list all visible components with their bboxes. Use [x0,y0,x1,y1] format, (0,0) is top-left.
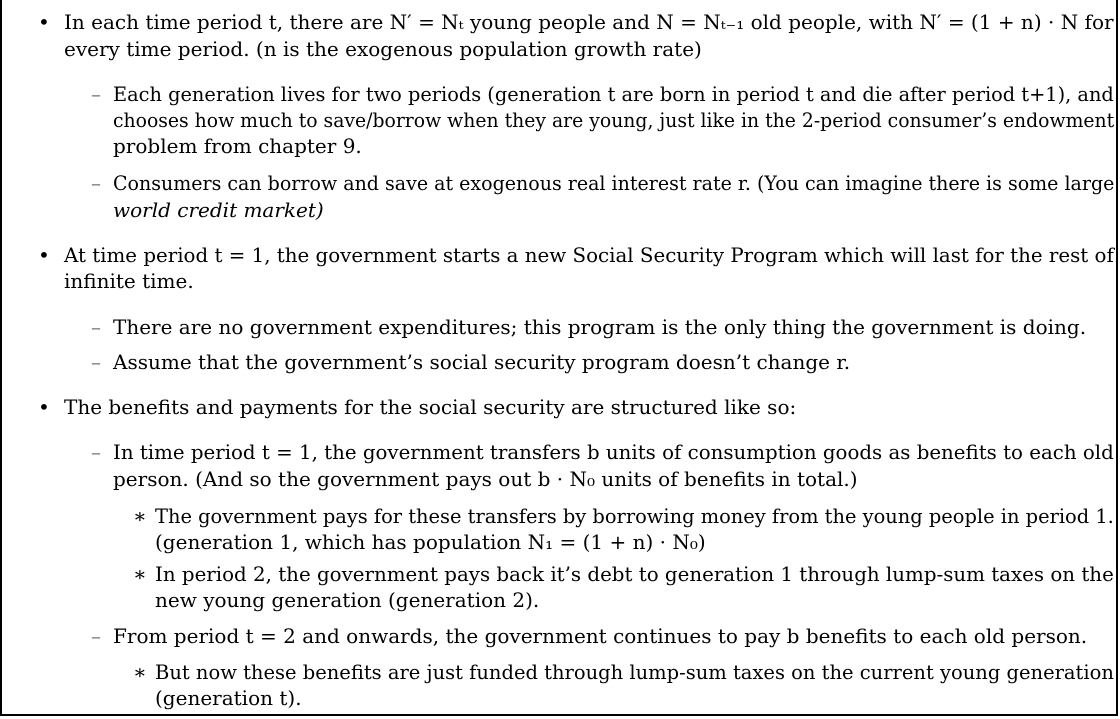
sub-3-1-2-line-2: new young generation (generation 2). [155,588,540,612]
bullet-1-line-1: In each time period t, there are N′ = Nₜ young people and N = Nₜ₋₁ old people, with N′ = (1 + n) · N for [64,10,1114,34]
bullet-2-line-1: At time period t = 1, the government starts a new Social Security Program which will last for the rest of [64,243,1114,267]
sub-1-1-line-3: problem from chapter 9. [113,134,362,158]
bullet-marker: • [38,395,50,419]
sub-3-2-line-1: From period t = 2 and onwards, the government continues to pay b benefits to each old person. [113,624,1088,648]
bullet-marker: • [38,10,50,34]
sub-3-1-2-line-1: In period 2, the government pays back it’s debt to generation 1 through lump-sum taxes on the [155,562,1114,586]
sub-3-2-1-line-2: (generation t). [155,686,302,710]
sub-3-1-1-line-1: The government pays for these transfers by borrowing money from the young people in period 1. [155,504,1114,528]
dash-marker: – [91,315,101,339]
sub-3-1-line-2: person. (And so the government pays out b · N₀ units of benefits in total.) [113,467,858,491]
sub-3-1-1-line-2: (generation 1, which has population N₁ = (1 + n) · N₀) [155,530,706,554]
dash-marker: – [91,350,101,374]
bullet-1-line-2: every time period. (n is the exogenous population growth rate) [64,37,702,61]
dash-marker: – [91,624,101,648]
bullet-marker: • [38,243,50,267]
sub-1-1-line-1: Each generation lives for two periods (generation t are born in period t and die after period t+1), and [113,82,1114,106]
sub-1-1-line-2: chooses how much to save/borrow when they are young, just like in the 2-period consumer’s endowment [113,108,1115,132]
dash-marker: – [91,440,101,464]
sub-3-2-1-line-1: But now these benefits are just funded through lump-sum taxes on the current young generation [155,660,1114,684]
star-marker: ∗ [133,562,147,586]
bullet-2-line-2: infinite time. [64,269,194,293]
sub-2-2-line-1: Assume that the government’s social security program doesn’t change r. [113,350,851,374]
sub-2-1-line-1: There are no government expenditures; this program is the only thing the government is doing. [113,315,1087,339]
bullet-3-line-1: The benefits and payments for the social security are structured like so: [64,395,797,419]
dash-marker: – [91,82,101,106]
sub-1-2-line-1: Consumers can borrow and save at exogenous real interest rate r. (You can imagine there is some large [113,171,1115,195]
sub-3-1-line-1: In time period t = 1, the government transfers b units of consumption goods as benefits to each old [113,440,1114,464]
sub-1-2-line-2: world credit market) [113,198,324,222]
dash-marker: – [91,171,101,195]
star-marker: ∗ [133,504,147,528]
star-marker: ∗ [133,660,147,684]
